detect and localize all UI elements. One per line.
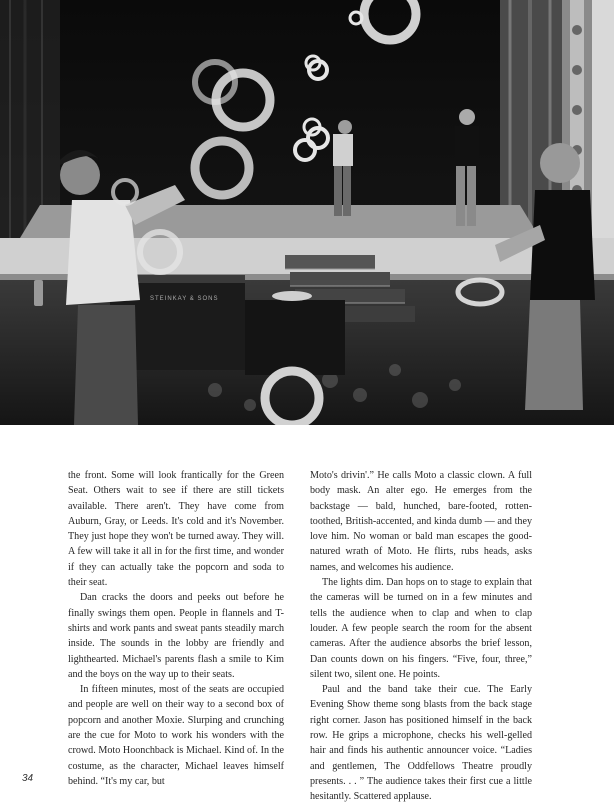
right-text-column <box>310 468 532 805</box>
table <box>245 300 345 375</box>
paragraph: Paul and the band take their cue. The Early Evening Show theme song blasts from the back stage right corner. Jason has positioned himself in the back row. He grips a microphone, checks his well-gelled hair and finds his authentic announcer voice. “Ladies and gentlemen, The Oddfellows Theatre proudly presents. . . ” The audience takes their first cue a little hesitantly. Scattered applause. <box>310 684 532 803</box>
stage-person <box>455 109 479 226</box>
left-curtain <box>0 0 60 240</box>
stage-juggler <box>333 120 353 216</box>
paragraph: The lights dim. Dan hops on to stage to explain that the cameras will be turned on in a few minutes and tells the audience when to clap and when to clap louder. A few people search the room for the absent cameras. After the audience absorbs the brief lesson, Dan counts down on his fingers. “Five, four, three,” silent two, silent one. He points. <box>310 577 532 680</box>
page-number: 34 <box>22 773 34 784</box>
left-text-column <box>68 468 284 789</box>
paragraph: Dan cracks the doors and peeks out before he finally swings them open. People in flannels and T-shirts and work pants and sweat pants steadily march inside. The sounds in the lobby are friendly and lighthearted. Michael's parents flash a smile to Kim and the boys on the way up to their seats. <box>68 592 284 680</box>
paragraph: the front. Some will look frantically for the Green Seat. Others wait to see if there are still tickets available. There aren't. They have come from Auburn, Gray, or Leeds. It's cold and it's November. They just hope they won't be turned away. They will. A few will take it all in for the first time, and wonder if they can actually take the popcorn and soda to their seat. <box>68 470 284 589</box>
paragraph: Moto's drivin'.” He calls Moto a classic clown. A full body mask. An alter ego. He emerges from the backstage — bald, hunched, bare-footed, rotten-toothed, British-accented, and kinda dumb — and they love him. No woman or bald man escapes the good-natured wrath of Moto. He flirts, rubs heads, asks names, and welcomes his audience. <box>310 470 532 573</box>
water-bottle <box>34 280 43 306</box>
piano-brand: STEINKAY & SONS <box>150 296 219 302</box>
bowl <box>272 291 312 301</box>
paragraph: In fifteen minutes, most of the seats are occupied and people are well on their way to a second box of popcorn and another Moxie. Slurping and crunching are the cue for Moto to work his wonders with the crowd. Moto Hoonchback is Michael. Kind of. In the costume, as the character, Michael leaves himself behind. “It's my car, but <box>68 684 284 787</box>
